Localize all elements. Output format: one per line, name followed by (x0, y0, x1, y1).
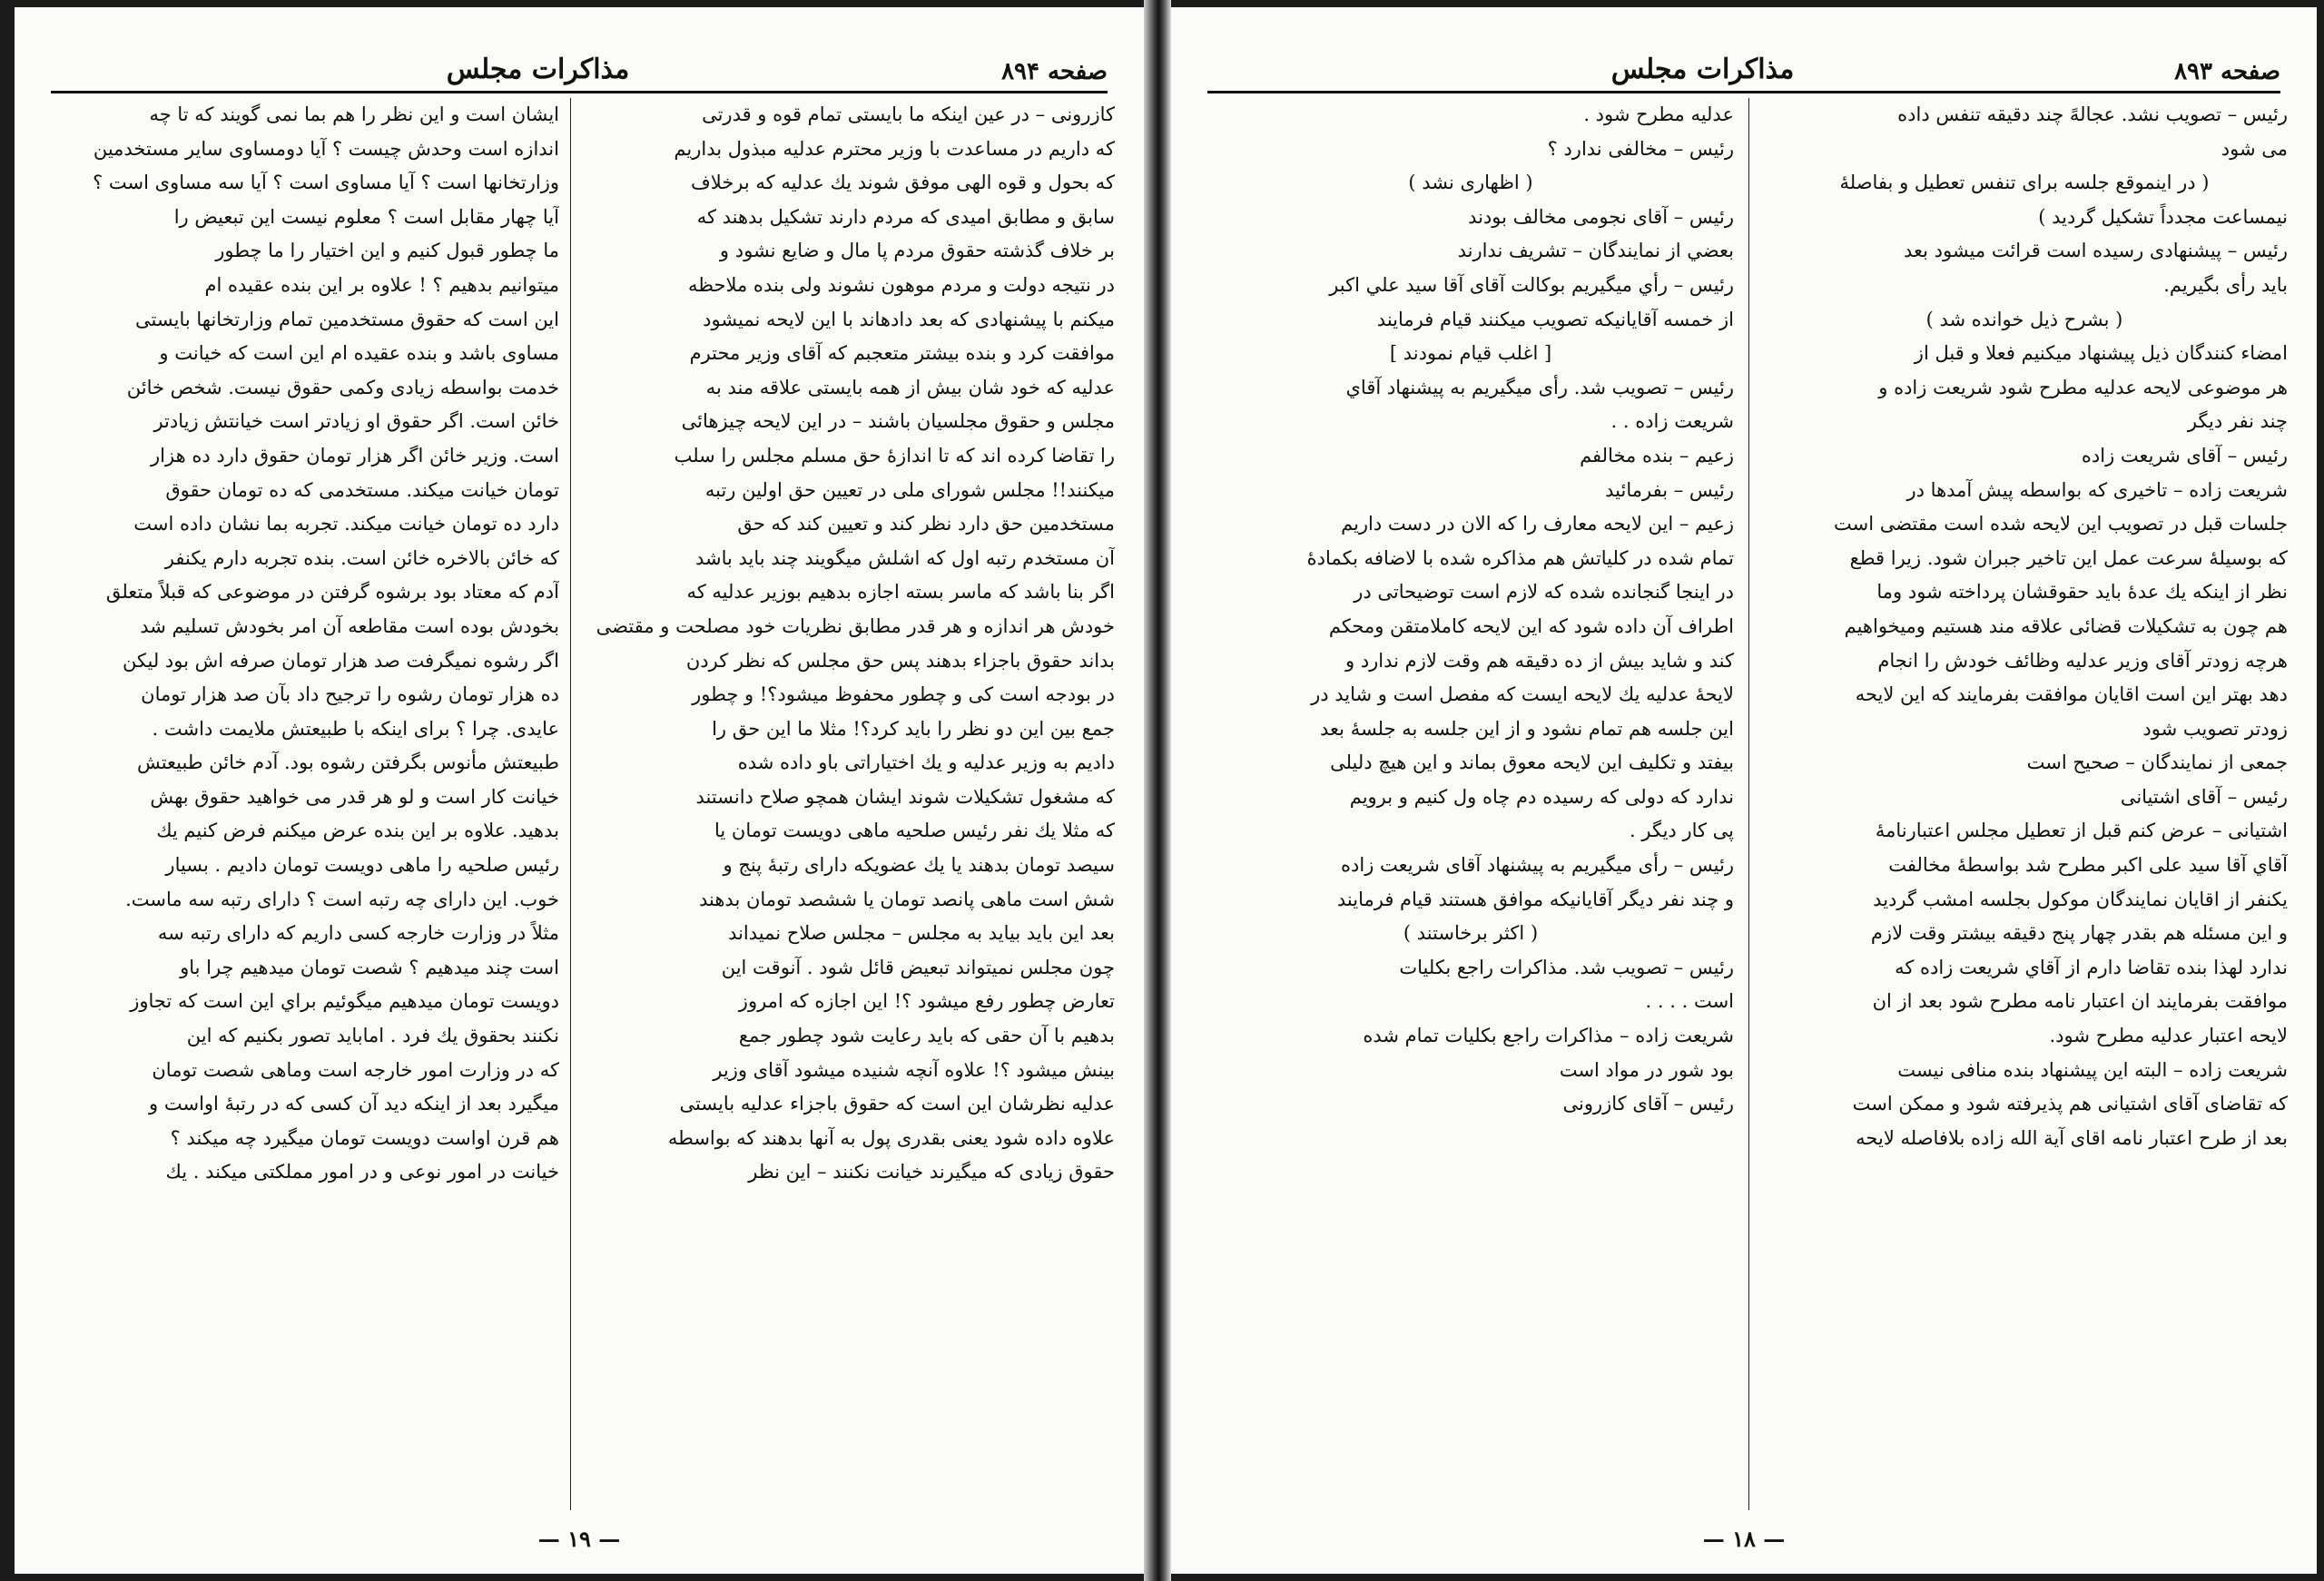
text-line: باید رأی بگیریم. (2163, 273, 2288, 296)
text-line: مساوی باشد و بنده عقیده ام این است که خیانت و (159, 342, 559, 365)
text-line: حقوق زیادی که میگیرند خیانت نکنند – این نظر (748, 1161, 1115, 1183)
text-line: آیا چهار مقابل است ؟ معلوم نیست این تبعیض را (173, 205, 559, 228)
text-line: رئیس – آقای نجومی مخالف بودند (1468, 205, 1734, 228)
text-line: زودتر تصویب شود (2142, 717, 2288, 740)
right-page-footer: — ۱۸ — (1702, 1526, 1786, 1552)
text-line: عدلیه نظرشان این است که حقوق باجزاء عدلیه بایستی (679, 1093, 1115, 1115)
left-column-divider (570, 98, 571, 1510)
text-line: [ اغلب قیام نمودند ] (1389, 342, 1552, 365)
text-line: در نتیجه دولت و مردم موهون نشوند ولی بنده ملاحظه (688, 273, 1115, 296)
text-line: نکنند بحقوق یك فرد . امابايد تصور بكنيم كه این (186, 1025, 559, 1047)
text-line: ده هزار تومان رشوه را ترجیح داد بآن صد هزار تومان (141, 683, 559, 706)
text-line: رئیس – مخالفی ندارد ؟ (1547, 137, 1734, 160)
text-line: شریعت زاده – البته این پیشنهاد بنده منافی نیست (1897, 1058, 2288, 1081)
left-page (15, 7, 1144, 1574)
text-line: هر موضوعی لایحه عدلیه مطرح شود شریعت زاده و (1878, 376, 2288, 398)
right-page (1171, 7, 2317, 1574)
text-line: هم قرن اواست دویست تومان میگیرد چه میکند ؟ (170, 1126, 559, 1149)
text-line: هرچه زودتر آقای وزیر عدلیه وظائف خودش را انجام (1877, 649, 2288, 672)
text-line: است. وزیر خائن اگر هزار تومان حقوق دارد ده هزار (151, 444, 559, 466)
text-line: ندارد لهذا بنده تقاضا دارم از آقاي شریعت زاده که (1895, 956, 2288, 978)
text-line: خیانت کار است و لو هر قدر می خواهید حقوق بهش (150, 785, 559, 808)
text-line: موافقت کرد و بنده بیشتر متعجبم که آقای وزیر محترم (689, 342, 1115, 365)
text-line: ایشان است و این نظر را هم بما نمی گویند که تا چه (149, 103, 559, 125)
right-page-title: مذاكرات مجلس (1610, 54, 1795, 85)
text-line: ( در اینموقع جلسه برای تنفس تعطیل و بفاصلهٔ (1839, 172, 2210, 194)
text-line: خیانت در امور نوعی و در امور مملکتی میکند . یك (165, 1161, 559, 1183)
text-line: کازرونی – در عین اینکه ما بایستی تمام قوه و قدرتی (702, 103, 1115, 125)
text-line: دادیم به وزیر عدلیه و یك اختیاراتی باو داده شده (737, 751, 1115, 774)
text-line: که تقاضای آقای اشتیانی هم پذیرفته شود و ممکن است (1852, 1093, 2288, 1115)
left-page-number: صفحه ۸۹۴ (1001, 58, 1108, 85)
text-line: لایحه اعتبار عدلیه مطرح شود. (2049, 1025, 2288, 1047)
text-line: موافقت بفرمایند ان اعتبار نامه مطرح شود بعد از ان (1872, 990, 2288, 1013)
text-line: که مشغول تشکیلات شوند ایشان همچو صلاح دانستند (695, 785, 1115, 808)
text-line: جمعی از نمایندگان – صحیح است (2026, 751, 2288, 774)
text-line: آن مستخدم رتبه اول که اشلش میگویند چند باید باشد (694, 546, 1115, 569)
right-page-left-column (1207, 98, 1734, 1510)
text-line: بینش میشود ؟! علاوه آنچه شنیده میشود آقای وزیر (713, 1058, 1115, 1081)
text-line: مثلاً در وزارت خارجه کسی داریم که دارای رتبه سه (157, 922, 559, 945)
right-header-rule (1207, 91, 2280, 93)
text-line: ( اکثر برخاستند ) (1403, 922, 1539, 945)
right-page-number: صفحه ۸۹۳ (2174, 58, 2280, 85)
text-line: مجلس و حقوق مجلسیان باشند – در این لایحه چیزهائی (681, 410, 1115, 433)
text-line: از خمسه آقایانیکه تصویب میکنند قیام فرمایند (1376, 308, 1734, 330)
right-page-right-column (1761, 98, 2288, 1510)
text-line: شش است ماهی پانصد تومان یا ششصد تومان بدهند (698, 888, 1115, 910)
text-line: میگیرد بعد از اینکه دید آن کسی که در رتبهٔ اواست و (149, 1093, 559, 1115)
text-line: بعد از طرح اعتبار نامه اقای آیة الله زاده بلافاصله لایحه (1856, 1126, 2288, 1149)
left-page-header (51, 44, 1108, 85)
text-line: شریعت زاده – مذاکرات راجع بکلیات تمام شده (1363, 1025, 1734, 1047)
left-page-title: مذاكرات مجلس (446, 54, 630, 85)
text-line: و این مسئله هم بقدر چهار پنج دقیقه بیشتر وقت لازم (1870, 922, 2288, 945)
text-line: رئیس – آقای اشتیانی (2120, 785, 2288, 808)
text-line: که بحول و قوه الهی موفق شوند یك عدلیه که برخلاف (691, 172, 1115, 194)
text-line: ما چطور قبول کنیم و این اختیار را ما چطور (215, 240, 559, 262)
text-line: یکنفر از اقایان نمایندگان موکول بجلسه امشب گردید (1873, 888, 2288, 910)
text-line: رئیس – تصویب شد. رأی میگیریم به پیشنهاد آقاي (1345, 376, 1734, 398)
text-line: اطراف آن داده شود که این لایحه کاملامتقن ومحکم (1328, 614, 1734, 637)
text-line: جمع بین این دو نظر را باید کرد؟! مثلا ما این حق را (712, 717, 1115, 740)
text-line: خائن است. اگر حقوق او زیادتر است خیانتش زیادتر (153, 410, 559, 433)
text-line: اندازه است وحدش چیست ؟ آیا دومساوی سایر مستخدمین (93, 137, 559, 160)
text-line: رئیس – بفرمائید (1605, 478, 1734, 501)
text-line: این جلسه هم تمام نشود و از این جلسه به جلسهٔ بعد (1320, 717, 1734, 740)
text-line: اشتیانی – عرض کنم قبل از تعطیل مجلس اعتبارنامهٔ (1875, 820, 2288, 842)
text-line: پی کار دیگر . (1630, 820, 1734, 842)
text-line: که مثلا یك نفر رئیس صلحیه ماهی دویست تومان یا (714, 820, 1115, 842)
text-line: تعارض چطور رفع میشود ؟! این اجازه که امروز (738, 990, 1115, 1013)
text-line: تومان خیانت میکند. مستخدمی که ده تومان حقوق (165, 478, 559, 501)
book-gutter (1144, 0, 1171, 1581)
text-line: بعضي از نمایندگان – تشریف ندارند (1457, 240, 1734, 262)
text-line: بداند حقوق باجزاء بدهند پس حق مجلس که نظر کردن (685, 649, 1115, 672)
left-header-rule (51, 91, 1108, 93)
text-line: بر خلاف گذشته حقوق مردم پا مال و ضایع نشود و (719, 240, 1115, 262)
text-line: میکنم با پیشنهادی که بعد دادهاند با این لایحه نمیشود (703, 308, 1115, 330)
text-line: بخودش بوده است مقاطعه آن امر بخودش تسلیم شد (140, 614, 559, 637)
text-line: آقاي آقا سید علی اکبر مطرح شد بواسطهٔ مخالفت (1888, 854, 2288, 877)
text-line: رئیس – تصویب شد. مذاکرات راجع بکلیات (1399, 956, 1734, 978)
text-line: و چند نفر دیگر آقایانیکه موافق هستند قیام فرمایند (1336, 888, 1734, 910)
text-line: دهد بهتر این است اقایان موافقت بفرمایند که این لایحه (1855, 683, 2288, 706)
text-line: رئیس – رأي میگیریم بوکالت آقای آقا سید علي اکبر (1329, 273, 1734, 296)
text-line: در بودجه است کی و چطور محفوظ میشود؟! و چطور (692, 683, 1115, 706)
text-line: چند نفر دیگر (2187, 410, 2288, 433)
text-line: مستخدمین حق دارد نظر کند و تعیین کند که حق (737, 513, 1115, 535)
text-line: که خائن بالاخره خائن است. بنده تجربه دارم یکنفر (164, 546, 559, 569)
text-line: رئیس – تصویب نشد. عجالهً چند دقیقه تنفس داده (1897, 103, 2288, 125)
text-line: جلسات قبل در تصویب این لایحه شده است مقتضی است (1833, 513, 2288, 535)
text-line: بعد این باید بیاید به مجلس – مجلس صلاح نمیداند (728, 922, 1115, 945)
text-line: رئیس – آقای شریعت زاده (2081, 444, 2288, 466)
text-line: است . . . . (1645, 990, 1734, 1013)
text-line: که بوسیلهٔ سرعت عمل این تاخیر جبران شود. زیرا قطع (1849, 546, 2288, 569)
text-line: است چند میدهیم ؟ شصت تومان میدهیم چرا باو (180, 956, 559, 978)
text-line: عدلیه مطرح شود . (1583, 103, 1734, 125)
text-line: شریعت زاده . . (1610, 410, 1734, 433)
text-line: می شود (2221, 137, 2288, 160)
text-line: آدم که معتاد بود برشوه گرفتن در موضوعی که قبلاً متعلق (105, 581, 559, 604)
text-line: دویست تومان میدهیم میگوئیم براي این است که تجاوز (130, 990, 559, 1013)
text-line: اگر رشوه نمیگرفت صد هزار تومان صرفه اش بود لیکن (122, 649, 559, 672)
text-line: علاوه داده شود یعنی بقدری پول به آنها بدهند که بواسطه (667, 1126, 1115, 1149)
text-line: شریعت زاده – تاخیری که بواسطه پیش آمدها در (1906, 478, 2288, 501)
text-line: در اینجا گنجانده شده که لازم است توضیحاتی در (1354, 581, 1734, 604)
text-line: لایحهٔ عدلیه یك لایحه ایست که مفصل است و شاید در (1311, 683, 1734, 706)
text-line: که داریم در مساعدت با وزیر محترم عدلیه مبذول بداریم (674, 137, 1115, 160)
text-line: کند و شاید بیش از ده دقیقه هم وقت لازم ندارد و (1345, 649, 1734, 672)
text-line: نیمساعت مجدداً تشکیل گردید ) (2038, 205, 2288, 228)
left-page-footer: — ۱۹ — (537, 1526, 621, 1552)
text-line: عدلیه که خود شان بیش از همه بایستی علاقه مند به (705, 376, 1115, 398)
text-line: ندارد که دولی که رسیده دم چاه ول کنیم و برویم (1349, 785, 1734, 808)
text-line: را تقاضا کرده اند که تا اندازهٔ حق مسلم مجلس را سلب (674, 444, 1115, 466)
text-line: هم چون به تشکیلات قضائی علاقه مند هستیم ومیخواهیم (1844, 614, 2288, 637)
left-page-right-column (583, 98, 1115, 1510)
text-line: رئیس صلحیه را ماهی دویست تومان دادیم . بسیار (165, 854, 559, 877)
text-line: اگر بنا باشد که ماسر بسته اجازه بدهیم بوزیر عدلیه که (686, 581, 1115, 604)
text-line: سابق و مطابق امیدی که مردم دارند تشکیل بدهند که (696, 205, 1115, 228)
text-line: رئیس – پیشنهادی رسیده است قرائت میشود بعد (1903, 240, 2288, 262)
text-line: خدمت بواسطه زیادی وکمی حقوق نیست. شخص خائن (126, 376, 559, 398)
text-line: نظر از اینکه یك عدهٔ باید حقوقشان پرداخته شود وما (1876, 581, 2288, 604)
text-line: دارد ده تومان خیانت میکند. تجربه بما نشان داده است (133, 513, 559, 535)
text-line: زعیم – این لایحه معارف را که الان در دست داریم (1341, 513, 1734, 535)
text-line: رئیس – رأی میگیریم به پیشنهاد آقای شریعت زاده (1341, 854, 1734, 877)
text-line: خوب. این دارای چه رتبه است ؟ دارای رتبه سه ماست. (125, 888, 559, 910)
text-line: ( بشرح ذیل خوانده شد ) (1925, 308, 2123, 330)
text-line: ( اظهاری نشد ) (1408, 172, 1533, 194)
text-line: سیصد تومان بدهند یا یك عضویکه دارای رتبهٔ پنج و (723, 854, 1115, 877)
text-line: چون مجلس نمیتواند تبعیض قائل شود . آنوقت این (721, 956, 1115, 978)
text-line: که در وزارت امور خارجه است وماهی شصت تومان (152, 1058, 559, 1081)
text-line: بدهید. علاوه بر این بنده عرض میکنم فرض کنیم یك (156, 820, 559, 842)
text-line: زعیم – بنده مخالفم (1580, 444, 1734, 466)
right-page-header (1207, 44, 2280, 85)
text-line: خودش هر اندازه و هر قدر مطابق نظریات خود مصلحت و مقتضی (596, 614, 1115, 637)
right-column-divider (1748, 98, 1749, 1510)
text-line: رئیس – آقای کازرونی (1562, 1093, 1734, 1115)
text-line: بود شور در مواد است (1559, 1058, 1734, 1081)
text-line: تمام شده در کلیاتش هم مذاکره شده با لاضافه بکمادهٔ (1306, 546, 1734, 569)
text-line: امضاء کنندگان ذیل پیشنهاد میکنیم فعلا و قبل از (1914, 342, 2288, 365)
left-page-left-column (45, 98, 559, 1510)
text-line: عایدی. چرا ؟ برای اینکه با طبیعتش ملایمت داشت . (152, 717, 559, 740)
text-line: بیفتد و تکلیف این لایحه معوق بماند و این هیچ دلیلی (1330, 751, 1734, 774)
text-line: میتوانیم بدهیم ؟ ! علاوه بر این بنده عقیده ام (204, 273, 559, 296)
text-line: میکنند!! مجلس شورای ملی در تعیین حق اولین رتبه (704, 478, 1115, 501)
text-line: بدهیم با آن حقی که باید رعایت شود چطور جمع (738, 1025, 1115, 1047)
text-line: این است که حقوق مستخدمین تمام وزارتخانها بایستی (135, 308, 559, 330)
text-line: وزارتخانها است ؟ آیا مساوی است ؟ آیا سه مساوی است ؟ (93, 172, 559, 194)
text-line: طبیعتش مأنوس بگرفتن رشوه بود. آدم خائن طبیعتش (136, 751, 559, 774)
